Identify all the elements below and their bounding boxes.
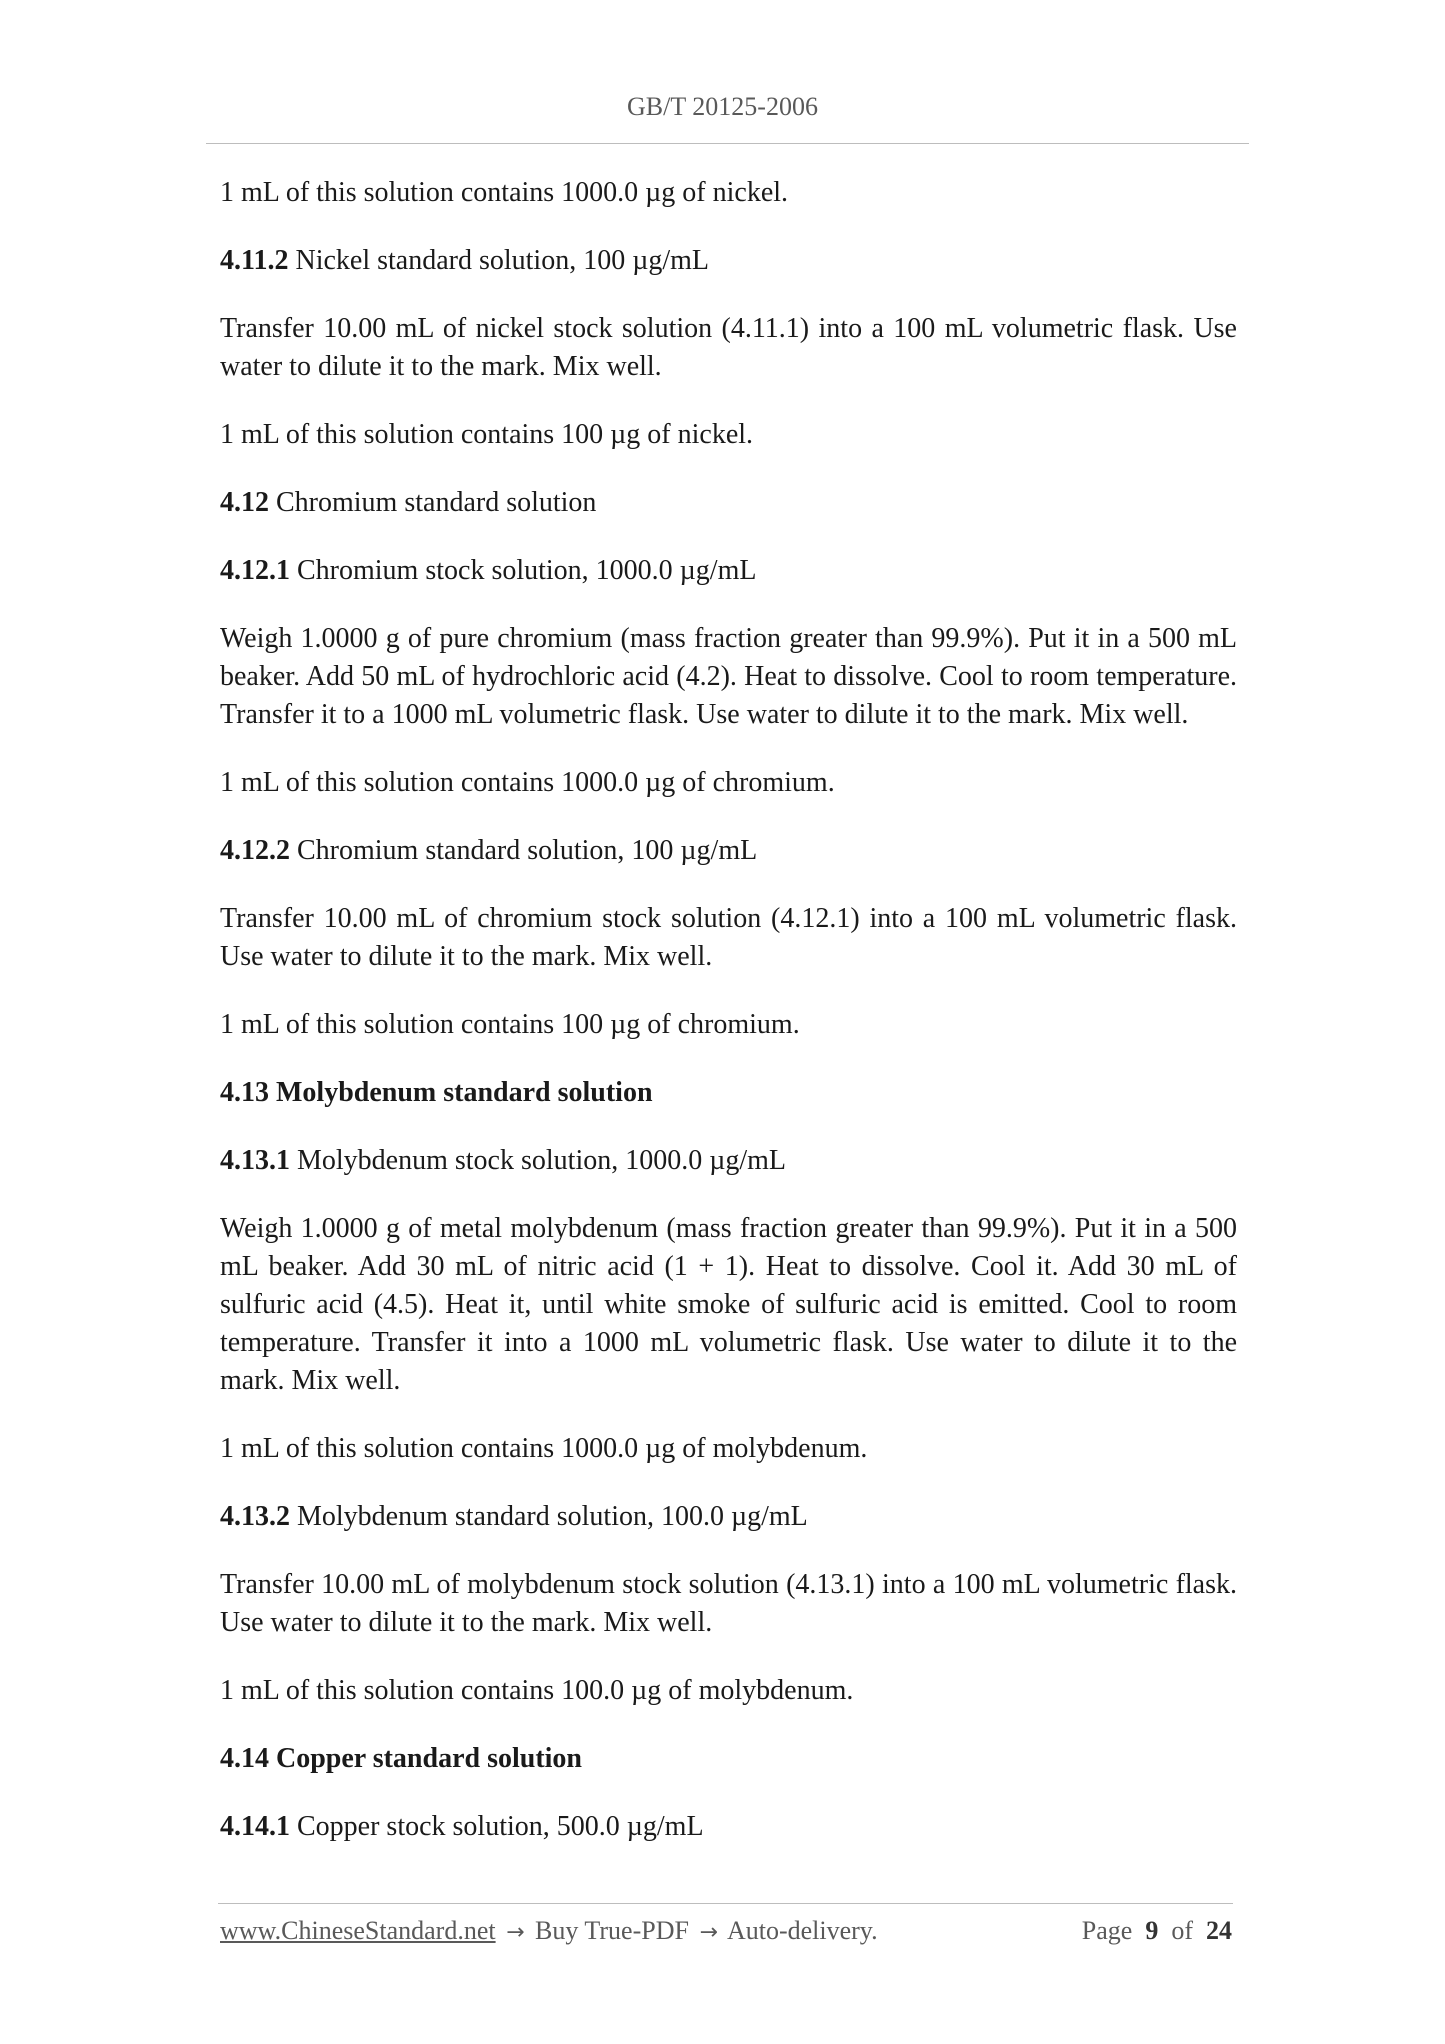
section-heading — [220, 1498, 1237, 1536]
paragraph-text: 4.13 Molybdenum standard solution — [220, 1077, 653, 1108]
paragraph-text: 1 mL of this solution contains 100.0 µg of molybdenum. — [220, 1675, 854, 1706]
paragraph-text: 1 mL of this solution contains 1000.0 µg of nickel. — [220, 177, 789, 208]
paragraph-text: Transfer 10.00 mL of molybdenum stock solution (4.13.1) into a 100 mL volumetric flask. Use water to dilute it to the mark. Mix well. — [220, 1569, 1237, 1638]
paragraph-text: Molybdenum standard solution, 100.0 µg/mL — [290, 1501, 808, 1532]
body-paragraph — [220, 1006, 1237, 1044]
body-paragraph — [220, 174, 1237, 212]
arrow-right-icon: → — [699, 1920, 718, 1945]
footer-divider — [218, 1903, 1233, 1904]
paragraph-text: Molybdenum stock solution, 1000.0 µg/mL — [290, 1145, 787, 1176]
body-paragraph — [220, 1566, 1237, 1642]
page-footer — [220, 1916, 1232, 1956]
body-paragraph — [220, 1210, 1237, 1400]
page-indicator: Page 9 of 24 — [1081, 1916, 1232, 1945]
paragraph-text: 4.14 Copper standard solution — [220, 1743, 583, 1774]
paragraph-text: Weigh 1.0000 g of metal molybdenum (mass fraction greater than 99.9%). Put it in a 500 mL beaker. Add 30 mL of nitric acid (1 + 1). Heat to dissolve. Cool it. Add 30 mL of sulfuric acid (4.5). Heat it, until white smoke of sulfuric acid is emitted. Cool to room temperature. Transfer it into a 1000 mL volumetric flask. Use water to dilute it to the mark. Mix well. — [220, 1213, 1237, 1396]
body-paragraph — [220, 620, 1237, 734]
section-number: 4.12 — [220, 487, 269, 518]
section-number: 4.13.2 — [220, 1501, 290, 1532]
page-header: GB/T 20125-2006 — [627, 92, 818, 121]
section-heading-major — [220, 1074, 1237, 1112]
body-paragraph — [220, 310, 1237, 386]
body-paragraph — [220, 416, 1237, 454]
section-heading — [220, 1142, 1237, 1180]
section-number: 4.14.1 — [220, 1811, 290, 1842]
paragraph-text: 1 mL of this solution contains 1000.0 µg of chromium. — [220, 767, 835, 798]
section-heading — [220, 832, 1237, 870]
section-heading — [220, 1808, 1237, 1846]
arrow-right-icon: → — [506, 1920, 525, 1945]
body-paragraph — [220, 1672, 1237, 1710]
auto-delivery-text: Auto-delivery. — [726, 1916, 878, 1945]
paragraph-text: Transfer 10.00 mL of chromium stock solution (4.12.1) into a 100 mL volumetric flask. Use water to dilute it to the mark. Mix well. — [220, 903, 1237, 972]
paragraph-text: Weigh 1.0000 g of pure chromium (mass fraction greater than 99.9%). Put it in a 500 mL beaker. Add 50 mL of hydrochloric acid (4.2). Heat to dissolve. Cool to room temperature. Transfer it to a 1000 mL volumetric flask. Use water to dilute it to the mark. Mix well. — [220, 623, 1237, 730]
buy-true-pdf-text: Buy True-PDF — [535, 1916, 689, 1945]
section-heading — [220, 242, 1237, 280]
paragraph-text: 1 mL of this solution contains 100 µg of chromium. — [220, 1009, 800, 1040]
paragraph-text: Transfer 10.00 mL of nickel stock solution (4.11.1) into a 100 mL volumetric flask. Use water to dilute it to the mark. Mix well. — [220, 313, 1237, 382]
section-number: 4.12.1 — [220, 555, 290, 586]
section-number: 4.11.2 — [220, 245, 289, 276]
paragraph-text: Nickel standard solution, 100 µg/mL — [288, 245, 709, 276]
section-heading-major — [220, 1740, 1237, 1778]
paragraph-text: 1 mL of this solution contains 100 µg of nickel. — [220, 419, 754, 450]
body-paragraph — [220, 900, 1237, 976]
section-number: 4.12.2 — [220, 835, 290, 866]
total-pages: 24 — [1206, 1916, 1232, 1945]
section-heading — [220, 552, 1237, 590]
body-paragraph — [220, 1430, 1237, 1468]
paragraph-text: Chromium stock solution, 1000.0 µg/mL — [290, 555, 757, 586]
document-body — [220, 174, 1237, 1876]
body-paragraph — [220, 764, 1237, 802]
site-link[interactable]: www.ChineseStandard.net — [220, 1916, 496, 1945]
header-divider — [206, 143, 1249, 144]
section-heading — [220, 484, 1237, 522]
paragraph-text: 1 mL of this solution contains 1000.0 µg of molybdenum. — [220, 1433, 868, 1464]
current-page: 9 — [1145, 1916, 1159, 1945]
paragraph-text: Chromium standard solution — [269, 487, 597, 518]
paragraph-text: Chromium standard solution, 100 µg/mL — [290, 835, 758, 866]
paragraph-text: Copper stock solution, 500.0 µg/mL — [290, 1811, 704, 1842]
section-number: 4.13.1 — [220, 1145, 290, 1176]
